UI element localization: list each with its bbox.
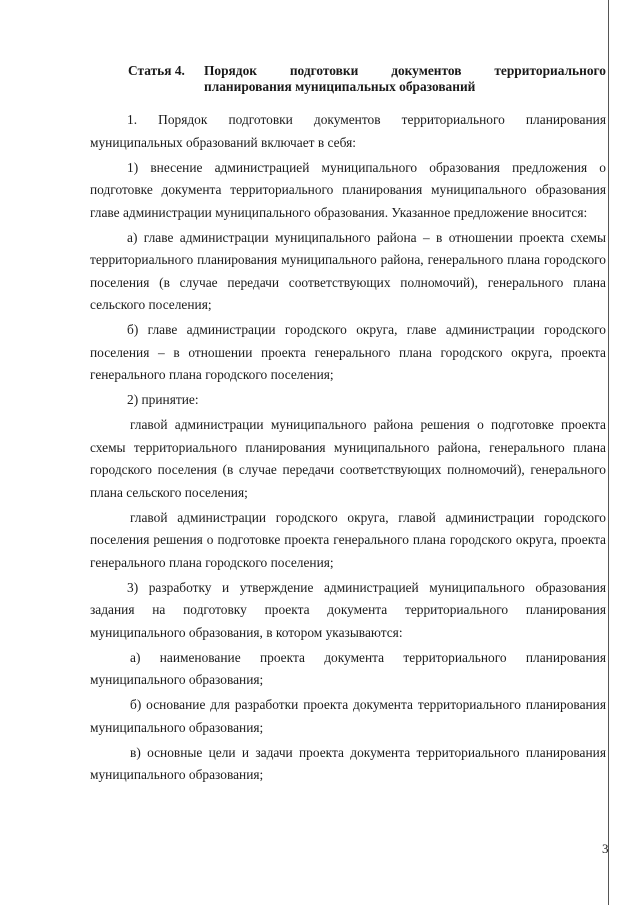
paragraph: 1. Порядок подготовки документов территориального планирования муниципальных образований включает в себя: [90, 112, 606, 150]
article-title: Порядок подготовки документов территориального планирования муниципальных образований [204, 63, 606, 94]
paragraph: 1) внесение администрацией муниципального образования предложения о подготовке документа территориального планирования муниципального образования главе администрации муниципального образования. Указанное предложение вносится: [90, 159, 606, 220]
page-edge-line [608, 0, 609, 905]
article-heading [128, 63, 606, 95]
paragraph: б) главе администрации городского округа, главе администрации городского поселения – в отношении проекта генерального плана городского округа, проекта генерального плана городского поселения; [90, 322, 606, 382]
article-body [90, 109, 606, 789]
article-number: Статья 4. [128, 63, 185, 78]
paragraph: главой администрации муниципального района решения о подготовке проекта схемы территориального планирования муниципального района, генерального плана городского поселения (в случае передачи соответствующих полномочий), генерального плана сельского поселения; [90, 417, 606, 500]
paragraph: а) наименование проекта документа территориального планирования муниципального образования; [90, 649, 606, 687]
paragraph: в) основные цели и задачи проекта документа территориального планирования муниципального образования; [90, 744, 606, 782]
paragraph: б) основание для разработки проекта документа территориального планирования муниципального образования; [90, 697, 606, 735]
paragraph: 2) принятие: [127, 392, 199, 407]
page-number: 3 [602, 841, 609, 856]
paragraph: 3) разработку и утверждение администрацией муниципального образования задания на подготовку проекта документа территориального планирования муниципального образования, в котором указываются: [90, 579, 606, 640]
paragraph: а) главе администрации муниципального района – в отношении проекта схемы территориального планирования муниципального района, генерального плана городского поселения (в случае передачи соответствующих полномочий), генерального плана сельского поселения; [90, 229, 606, 312]
paragraph: главой администрации городского округа, главой администрации городского поселения решения о подготовке проекта генерального плана городского округа, проекта генерального плана городского поселения; [90, 509, 606, 570]
